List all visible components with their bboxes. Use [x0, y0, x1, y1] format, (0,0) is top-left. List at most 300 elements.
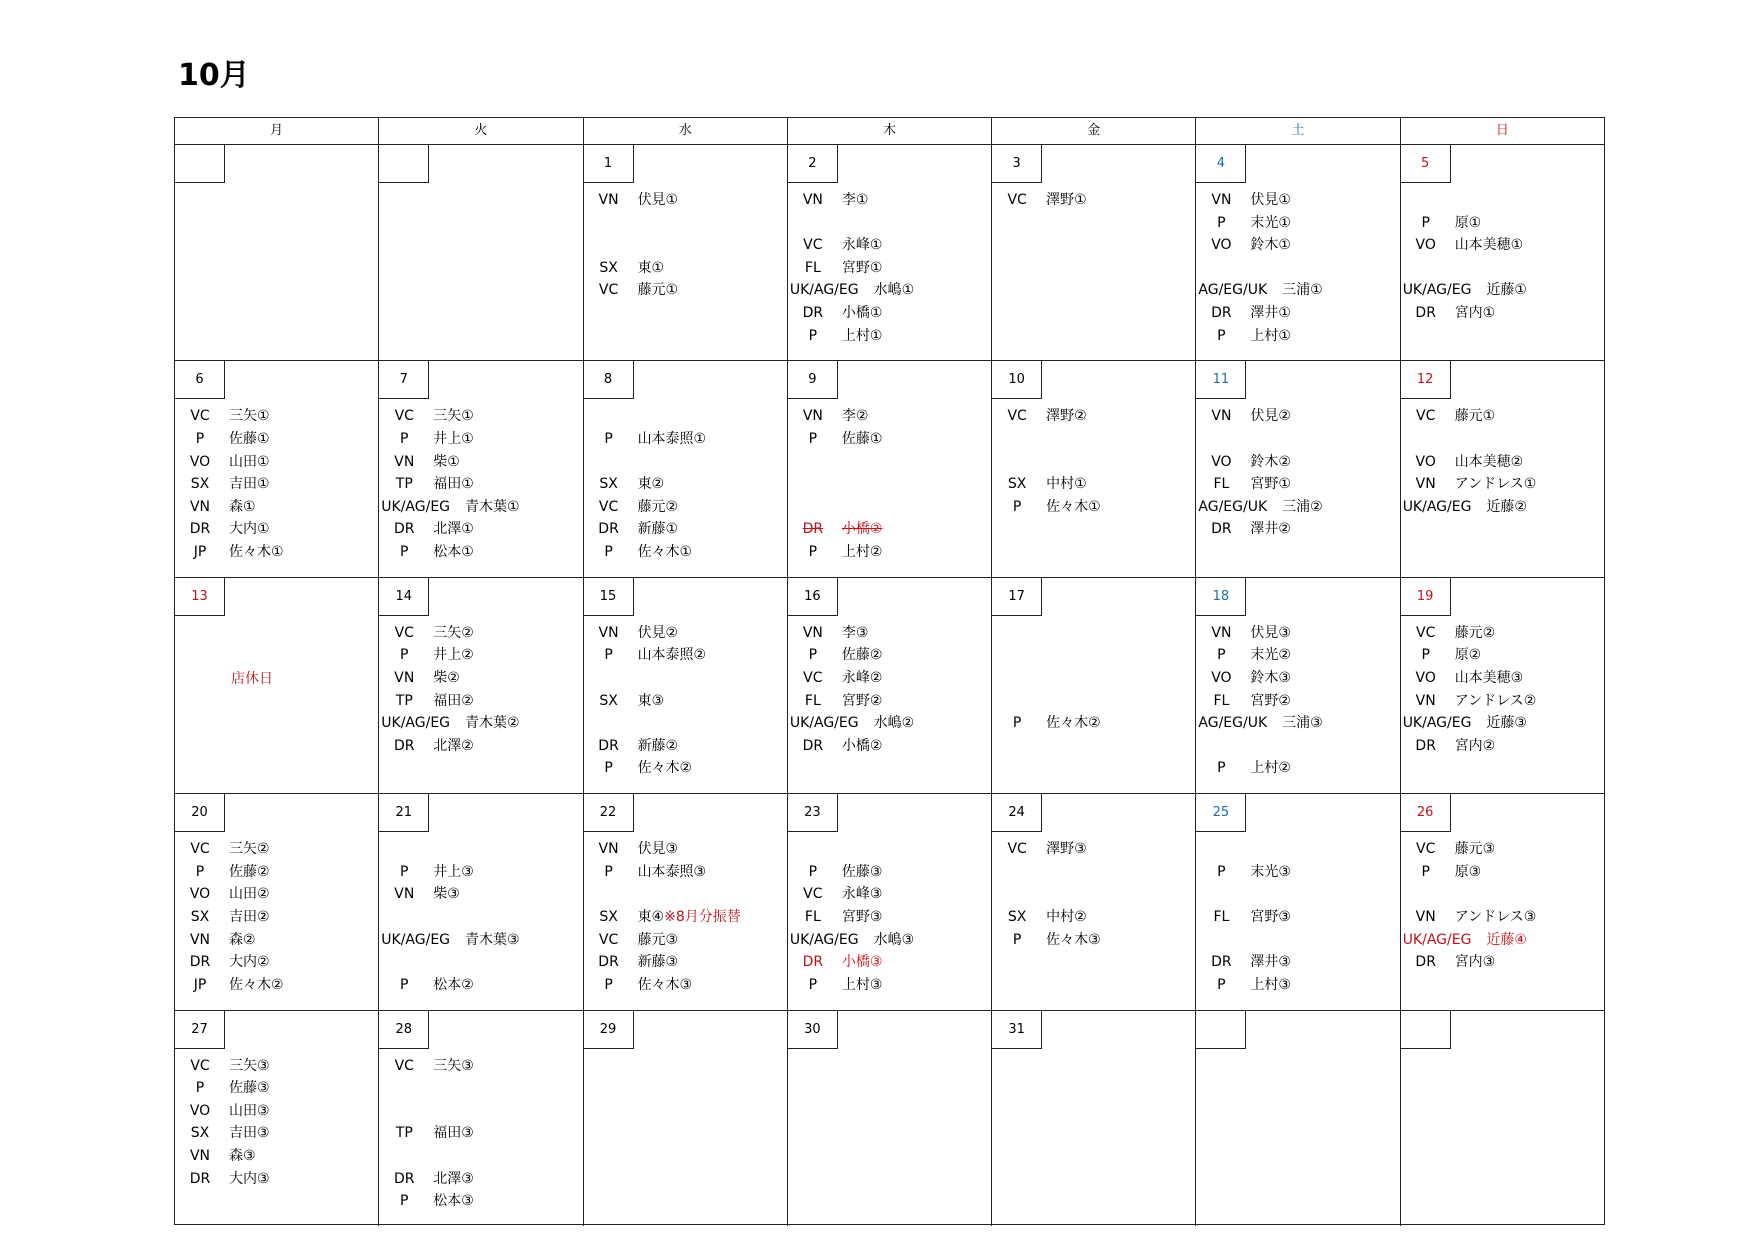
- teacher-name: 鈴木②: [1250, 453, 1291, 470]
- instrument-code: UK/AG/EG: [1402, 715, 1472, 732]
- instrument-code: VC: [394, 1057, 414, 1074]
- lesson-entry: [175, 838, 270, 860]
- instrument-code: VN: [189, 498, 211, 515]
- lesson-entry: [175, 974, 284, 996]
- lesson-entry: [175, 883, 270, 905]
- lesson-entry: [584, 951, 679, 973]
- day-number: [1401, 1011, 1451, 1049]
- day-number: 24: [992, 794, 1042, 832]
- calendar-week: [175, 578, 1604, 794]
- day-number: 8: [584, 361, 634, 399]
- instrument-code: DR: [1415, 737, 1436, 754]
- teacher-name: 佐々木③: [1046, 931, 1101, 948]
- lesson-entry: [1401, 405, 1496, 427]
- instrument-code: VC: [598, 282, 619, 299]
- instrument-code: DR: [802, 954, 824, 971]
- day-cell: [1401, 794, 1604, 1009]
- teacher-name: 佐藤①: [229, 431, 270, 447]
- day-cell: [175, 1011, 379, 1226]
- instrument-code: TP: [395, 1125, 413, 1142]
- lesson-entry: [379, 1055, 474, 1077]
- teacher-name: 小橋③: [841, 954, 883, 971]
- instrument-code: P: [604, 760, 613, 777]
- teacher-name: 上村②: [841, 544, 883, 560]
- instrument-code: VC: [1416, 624, 1436, 641]
- day-cell: [788, 145, 992, 360]
- day-cell: [175, 145, 379, 360]
- instrument-code: DR: [1211, 521, 1232, 538]
- instrument-code: SX: [1007, 476, 1027, 493]
- instrument-code: VC: [1416, 841, 1436, 858]
- lesson-entry: [584, 189, 679, 211]
- lesson-entry: [584, 541, 693, 563]
- lesson-entry: [1196, 644, 1291, 666]
- day-cell: [379, 145, 583, 360]
- instrument-code: VC: [803, 670, 823, 686]
- teacher-name: 澤野②: [1046, 408, 1087, 425]
- teacher-name: 原②: [1454, 647, 1482, 664]
- lesson-entry: [175, 1100, 270, 1122]
- teacher-name: 山本美穂①: [1454, 237, 1524, 254]
- instrument-code: FL: [804, 692, 821, 709]
- instrument-code: P: [1012, 498, 1022, 515]
- instrument-code: SX: [599, 692, 618, 709]
- day-number: 4: [1196, 145, 1246, 183]
- instrument-code: AG/EG/UK: [1198, 498, 1268, 515]
- instrument-code: P: [604, 647, 613, 664]
- instrument-code: P: [1012, 715, 1022, 732]
- lesson-entry: [175, 541, 284, 563]
- lesson-entry: [788, 861, 883, 883]
- lesson-entry: [1196, 622, 1291, 644]
- instrument-code: SX: [190, 909, 210, 926]
- teacher-name: 末光①: [1250, 214, 1291, 231]
- day-cell: [1401, 145, 1604, 360]
- lesson-entry: [1401, 451, 1524, 473]
- teacher-name: 福田②: [433, 692, 474, 709]
- lesson-entry: [584, 428, 707, 450]
- instrument-code: P: [195, 1080, 205, 1097]
- day-number: 16: [788, 578, 838, 616]
- lesson-entry: [379, 974, 474, 996]
- lesson-entry: [1196, 212, 1291, 234]
- lesson-entry: [175, 906, 270, 928]
- instrument-code: VO: [1211, 453, 1232, 470]
- day-number: 30: [788, 1011, 838, 1049]
- lesson-entry: [788, 929, 914, 951]
- day-cell: [992, 1011, 1196, 1226]
- instrument-code: VC: [803, 886, 823, 903]
- day-cell: [584, 794, 788, 1009]
- instrument-code: P: [195, 431, 205, 447]
- teacher-name: 伏見①: [1250, 192, 1291, 208]
- teacher-name: 松本①: [433, 544, 474, 560]
- teacher-name: 東③: [637, 692, 665, 709]
- lesson-entry: [1196, 189, 1291, 211]
- teacher-name: 鈴木①: [1250, 237, 1291, 254]
- instrument-code: DR: [802, 305, 824, 321]
- lesson-entry: [584, 690, 665, 712]
- lesson-entry: [584, 735, 679, 757]
- lesson-entry: [1196, 690, 1291, 712]
- instrument-code: P: [1421, 214, 1430, 231]
- instrument-code: FL: [1213, 692, 1230, 709]
- lesson-entry: [1196, 279, 1322, 301]
- instrument-code: UK/AG/EG: [789, 715, 859, 732]
- teacher-name: 上村③: [841, 976, 883, 993]
- teacher-name: 原①: [1454, 214, 1482, 231]
- instrument-code: P: [400, 647, 409, 664]
- teacher-name: 三矢①: [433, 408, 474, 425]
- day-cell: [992, 361, 1196, 576]
- teacher-name: 水嶋②: [873, 715, 915, 732]
- teacher-name: 大内②: [229, 954, 270, 971]
- day-number: 18: [1196, 578, 1246, 616]
- teacher-name: 三矢①: [229, 408, 270, 425]
- teacher-name: 山本美穂③: [1454, 670, 1524, 686]
- day-number: 15: [584, 578, 634, 616]
- teacher-name: 澤井②: [1250, 521, 1291, 538]
- lesson-entry: [788, 518, 883, 540]
- lesson-entry: [788, 302, 883, 324]
- instrument-code: P: [808, 647, 818, 664]
- teacher-name: 宮内②: [1454, 737, 1496, 754]
- instrument-code: VN: [1211, 408, 1232, 425]
- lesson-entry: [1196, 757, 1291, 779]
- lesson-entry: [175, 405, 270, 427]
- teacher-name: 宮内①: [1454, 305, 1496, 321]
- lesson-entry: [788, 622, 869, 644]
- instrument-code: DR: [802, 737, 824, 754]
- weekday-fri: 金: [992, 118, 1196, 144]
- lesson-entry: [1401, 906, 1537, 928]
- day-number: 6: [175, 361, 225, 399]
- teacher-name: 福田①: [433, 476, 474, 493]
- lesson-entry: [379, 496, 519, 518]
- instrument-code: UK/AG/EG: [1402, 931, 1472, 948]
- teacher-name: 澤井①: [1250, 305, 1291, 321]
- instrument-code: DR: [802, 521, 824, 538]
- lesson-entry: [1401, 302, 1496, 324]
- instrument-code: AG/EG/UK: [1198, 715, 1268, 732]
- instrument-code: P: [808, 976, 818, 993]
- instrument-code: VN: [189, 931, 211, 948]
- instrument-code: P: [604, 544, 613, 560]
- instrument-code: DR: [189, 954, 211, 971]
- weekday-sun: 日: [1495, 123, 1509, 138]
- instrument-code: SX: [1007, 909, 1027, 926]
- day-cell: [379, 578, 583, 793]
- weekday-mon: 月: [175, 118, 379, 144]
- day-number: 7: [379, 361, 429, 399]
- teacher-name: 山本美穂②: [1454, 453, 1524, 470]
- teacher-name: 三矢③: [229, 1057, 270, 1074]
- calendar-week: [175, 794, 1604, 1010]
- lesson-entry: [788, 279, 914, 301]
- lesson-entry: [788, 906, 883, 928]
- teacher-name: 藤元①: [637, 282, 679, 299]
- instrument-code: DR: [598, 954, 619, 971]
- teacher-name: 佐々木③: [637, 976, 693, 993]
- teacher-name: 宮野③: [841, 909, 883, 926]
- teacher-name: 吉田③: [229, 1125, 270, 1142]
- instrument-code: TP: [395, 476, 413, 493]
- lesson-entry: [992, 906, 1087, 928]
- calendar-week: [175, 1011, 1604, 1226]
- teacher-name: 佐々木②: [1046, 715, 1101, 732]
- instrument-code: VN: [802, 624, 823, 641]
- teacher-name: 新藤②: [637, 737, 679, 754]
- lesson-entry: [1401, 667, 1524, 689]
- day-number: 31: [992, 1011, 1042, 1049]
- lesson-entry: [379, 1168, 474, 1190]
- instrument-code: P: [400, 431, 409, 447]
- day-cell: [1196, 145, 1400, 360]
- lesson-entry: [379, 541, 474, 563]
- lesson-entry: [992, 473, 1087, 495]
- day-number: 26: [1401, 794, 1451, 832]
- teacher-name: 山田③: [229, 1102, 270, 1119]
- lesson-entry: [175, 1168, 270, 1190]
- teacher-name: 柴②: [433, 670, 460, 686]
- instrument-code: UK/AG/EG: [381, 498, 451, 515]
- lesson-entry: [788, 690, 883, 712]
- day-number: 3: [992, 145, 1042, 183]
- teacher-name: 小橋②: [841, 737, 883, 754]
- instrument-code: VO: [1211, 237, 1232, 254]
- teacher-name: 上村①: [1250, 327, 1291, 344]
- teacher-name: 大内①: [229, 521, 270, 538]
- lesson-entry: [584, 838, 679, 860]
- teacher-name: 藤元③: [637, 931, 679, 948]
- day-cell: [1196, 794, 1400, 1009]
- lesson-entry: [175, 518, 270, 540]
- teacher-name: 佐藤①: [841, 431, 883, 447]
- instrument-code: VN: [802, 192, 823, 208]
- instrument-code: UK/AG/EG: [1402, 498, 1472, 515]
- instrument-code: FL: [1213, 909, 1230, 926]
- day-number: 29: [584, 1011, 634, 1049]
- instrument-code: VN: [1211, 624, 1232, 641]
- lesson-entry: [379, 428, 474, 450]
- lesson-entry: [175, 951, 270, 973]
- lesson-entry: [1401, 929, 1527, 951]
- lesson-entry: [992, 189, 1087, 211]
- teacher-name: 鈴木③: [1250, 670, 1291, 686]
- instrument-code: P: [1217, 760, 1226, 777]
- instrument-code: SX: [190, 1125, 210, 1142]
- teacher-name: 李①: [841, 192, 869, 208]
- teacher-name: 佐藤②: [229, 863, 270, 880]
- instrument-code: VC: [598, 931, 619, 948]
- teacher-name: 柴①: [433, 453, 460, 470]
- instrument-code: P: [195, 863, 205, 880]
- instrument-code: VN: [598, 841, 619, 858]
- instrument-code: FL: [1213, 476, 1230, 493]
- day-number: 5: [1401, 145, 1451, 183]
- teacher-name: 藤元③: [1454, 841, 1496, 858]
- lesson-entry: [584, 929, 679, 951]
- day-number: 19: [1401, 578, 1451, 616]
- teacher-name: 永峰③: [841, 886, 883, 903]
- instrument-code: P: [604, 976, 613, 993]
- lesson-entry: [1401, 212, 1482, 234]
- lesson-entry: [379, 883, 460, 905]
- teacher-name: アンドレス②: [1454, 692, 1537, 709]
- teacher-name: 水嶋①: [873, 282, 915, 299]
- teacher-name: 大内③: [229, 1170, 270, 1187]
- teacher-name: 小橋①: [841, 305, 883, 321]
- instrument-code: VC: [190, 1057, 210, 1074]
- instrument-code: DR: [394, 737, 415, 754]
- day-number: 17: [992, 578, 1042, 616]
- instrument-code: UK/AG/EG: [381, 931, 451, 948]
- instrument-code: P: [1217, 214, 1226, 231]
- page-title: 10月: [178, 58, 250, 93]
- lesson-entry: [379, 473, 474, 495]
- day-cell: [788, 361, 992, 576]
- lesson-entry: [788, 428, 883, 450]
- teacher-name: 藤元②: [637, 498, 679, 515]
- instrument-code: VO: [1211, 670, 1232, 686]
- day-cell: [584, 361, 788, 576]
- instrument-code: P: [1217, 327, 1226, 344]
- instrument-code: SX: [599, 909, 618, 926]
- day-cell: [992, 578, 1196, 793]
- instrument-code: SX: [599, 476, 618, 493]
- teacher-name: 青木葉③: [465, 931, 520, 948]
- teacher-name: 末光③: [1250, 863, 1291, 880]
- day-number: 22: [584, 794, 634, 832]
- lesson-entry: [1401, 838, 1496, 860]
- instrument-code: DR: [1211, 305, 1232, 321]
- instrument-code: P: [1012, 931, 1022, 948]
- lesson-entry: [175, 428, 270, 450]
- lesson-entry: [379, 644, 474, 666]
- teacher-name: 伏見③: [1250, 624, 1291, 641]
- day-number: [379, 145, 429, 183]
- teacher-name: 佐々木①: [1046, 498, 1101, 515]
- lesson-entry: [1401, 735, 1496, 757]
- day-cell: [584, 578, 788, 793]
- lesson-entry: [584, 473, 665, 495]
- teacher-name: 新藤①: [637, 521, 679, 538]
- instrument-code: P: [400, 1193, 409, 1210]
- lesson-entry: [788, 974, 883, 996]
- lesson-entry: [379, 451, 460, 473]
- lesson-entry: [1401, 690, 1537, 712]
- lesson-entry: [584, 861, 707, 883]
- lesson-entry: [992, 712, 1101, 734]
- teacher-name: 澤野①: [1046, 192, 1087, 208]
- lesson-entry: [379, 929, 519, 951]
- lesson-entry: [1401, 861, 1482, 883]
- instrument-code: VC: [1007, 841, 1027, 858]
- teacher-name: 伏見①: [637, 192, 679, 208]
- lesson-entry: [788, 883, 883, 905]
- day-number: 2: [788, 145, 838, 183]
- day-number: 14: [379, 578, 429, 616]
- teacher-name: 吉田①: [229, 476, 270, 493]
- lesson-entry: [1196, 667, 1291, 689]
- weekday-thu: 木: [788, 118, 992, 144]
- weekday-header: [175, 118, 1604, 145]
- instrument-code: DR: [1415, 954, 1436, 971]
- instrument-code: UK/AG/EG: [1402, 282, 1472, 299]
- teacher-name: アンドレス③: [1454, 909, 1537, 926]
- day-cell: [788, 1011, 992, 1226]
- instrument-code: JP: [193, 544, 207, 560]
- lesson-entry: [1401, 644, 1482, 666]
- teacher-name: 山田①: [229, 453, 270, 470]
- instrument-code: P: [808, 863, 818, 880]
- instrument-code: FL: [804, 909, 821, 926]
- teacher-name: アンドレス①: [1454, 476, 1537, 493]
- lesson-entry: [175, 929, 256, 951]
- lesson-entry: [1401, 622, 1496, 644]
- instrument-code: P: [400, 976, 409, 993]
- instrument-code: VN: [1415, 909, 1436, 926]
- instrument-code: JP: [193, 976, 207, 993]
- lesson-entry: [379, 1122, 474, 1144]
- instrument-code: P: [604, 863, 613, 880]
- teacher-name: 山本泰照②: [637, 647, 707, 664]
- lesson-entry: [1401, 496, 1527, 518]
- day-cell: [1401, 578, 1604, 793]
- teacher-name: 森②: [229, 931, 256, 948]
- teacher-name: 山本泰照①: [637, 431, 707, 447]
- instrument-code: AG/EG/UK: [1198, 282, 1268, 299]
- teacher-name: 藤元②: [1454, 624, 1496, 641]
- closed-day-label: 店休日: [231, 670, 273, 687]
- lesson-entry: [379, 667, 460, 689]
- instrument-code: P: [808, 431, 818, 447]
- teacher-name: 宮野③: [1250, 909, 1291, 926]
- instrument-code: VN: [1415, 476, 1436, 493]
- teacher-name: 佐々木①: [229, 544, 284, 560]
- lesson-note: ※8月分振替: [664, 909, 741, 926]
- teacher-name: 原③: [1454, 863, 1482, 880]
- day-cell: [1196, 1011, 1400, 1226]
- day-number: [175, 145, 225, 183]
- lesson-entry: [1401, 951, 1496, 973]
- instrument-code: DR: [394, 521, 415, 538]
- lesson-entry: [379, 712, 519, 734]
- lesson-entry: [788, 189, 869, 211]
- day-number: 10: [992, 361, 1042, 399]
- teacher-name: 森①: [229, 498, 256, 515]
- lesson-entry: [175, 1055, 270, 1077]
- teacher-name: 近藤④: [1486, 931, 1527, 948]
- instrument-code: VC: [598, 498, 619, 515]
- day-cell: [1401, 1011, 1604, 1226]
- teacher-name: 井上①: [433, 431, 474, 447]
- lesson-entry: [175, 861, 270, 883]
- instrument-code: VN: [394, 886, 415, 903]
- lesson-entry: [992, 929, 1101, 951]
- instrument-code: VC: [803, 237, 823, 254]
- lesson-entry: [1196, 473, 1291, 495]
- lesson-entry: [992, 405, 1087, 427]
- weekday-sat: 土: [1196, 118, 1400, 144]
- lesson-entry: [1401, 279, 1527, 301]
- instrument-code: TP: [395, 692, 413, 709]
- instrument-code: VN: [394, 453, 415, 470]
- teacher-name: 井上③: [433, 863, 474, 880]
- day-cell: [1401, 361, 1604, 576]
- day-number: 13: [175, 578, 225, 616]
- teacher-name: 福田③: [433, 1125, 474, 1142]
